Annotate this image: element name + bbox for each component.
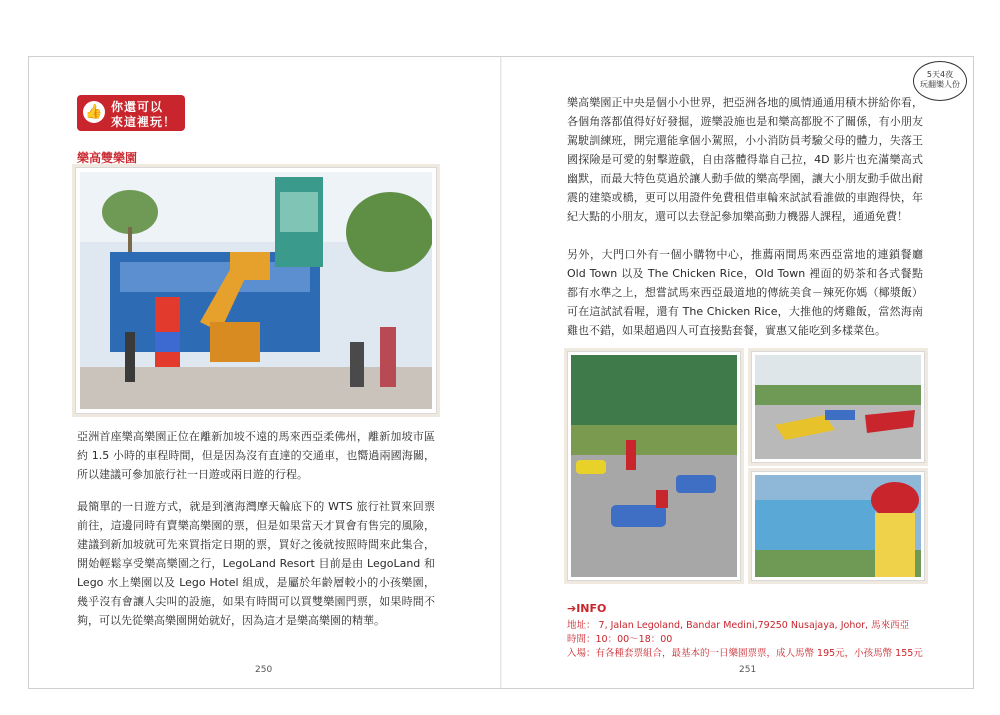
badge-line-1: 你還可以 xyxy=(111,100,164,114)
driving-school-illustration xyxy=(571,355,737,577)
driving-school-photo xyxy=(567,351,741,581)
legoland-entrance-illustration xyxy=(80,172,432,409)
bubble-line-1: 5天4夜 xyxy=(926,70,954,79)
info-heading-label: INFO xyxy=(576,602,607,615)
plane-ride-illustration xyxy=(755,355,921,459)
info-heading: ➔INFO xyxy=(567,602,607,615)
legoland-entrance-photo xyxy=(75,167,437,414)
plane-ride-photo xyxy=(751,351,925,463)
badge-line-2: 來這裡玩！ xyxy=(111,115,177,129)
thumbs-up-icon: 👍 xyxy=(83,101,105,123)
right-paragraph-2: 另外，大門口外有一個小購物中心，推薦兩間馬來西亞當地的連鎖餐廳 Old Town 以及 The Chicken Rice，Old Town 裡面的奶茶和各式餐點都有水準之上，想嘗試馬來西亞最道地的傳統美食－辣死你媽（椰漿飯）可在這試試看喔，還有 The Chicken Rice，大推他的烤雞飯，當然海南雞也不錯，如果超過四人可直接點套餐，實惠又能吃到多樣菜色。 xyxy=(567,248,923,337)
book-spread xyxy=(28,56,974,689)
page-number-right: 251 xyxy=(739,665,757,675)
tip-badge xyxy=(77,95,185,131)
right-paragraph-1: 樂高樂園正中央是個小小世界，把亞洲各地的風情通通用積木拼給你看，各個角落都值得好好發掘，遊樂設施也是和樂高都脫不了關係，有小朋友駕駛訓練班，開完還能拿個小駕照，小小消防員考驗父母的體力，失落王國探險是可愛的射擊遊戲，自由落體得靠自己拉，4D 影片也充滿樂高式幽默，而最大特色莫過於讓人動手做的樂高學園，讓大小朋友動手做出耐震的建築或橋，更可以用證件免費租借車輪來試試看誰做的車跑得快，年紀大點的小朋友，還可以去登記參加樂高動力機器人課程，通通免費！ xyxy=(567,96,923,223)
bubble-line-2: 玩翻樂人份 xyxy=(920,80,960,89)
info-admission: 入場：有各種套票組合，最基本的一日樂園票票，成人馬幣 195元，小孩馬幣 155元 xyxy=(567,648,923,659)
left-paragraph-1: 亞洲首座樂高樂園正位在離新加坡不遠的馬來西亞柔佛州，離新加坡市區約 1.5 小時的車程時間，但是因為沒有直達的交通車，也嚮過兩國海關，所以建議可參加旅行社一日遊或兩日遊的行程。 xyxy=(77,430,435,481)
water-park-photo xyxy=(751,471,925,581)
page-number-left: 250 xyxy=(255,665,273,675)
section-title: 樂高雙樂園 xyxy=(77,151,138,165)
page-gutter xyxy=(500,57,502,688)
info-address: 地址： 7, Jalan Legoland, Bandar Medini,79250 Nusajaya, Johor, 馬來西亞 xyxy=(567,620,910,631)
left-paragraph-2: 最簡單的一日遊方式，就是到濱海灣摩天輪底下的 WTS 旅行社買來回票前往，這邊同時有賣樂高樂園的票，但是如果當天才買會有售完的風險，建議到新加坡就可先來買指定日期的票，買好之後就按照時間來此集合，開始輕鬆享受樂高樂園之行，LegoLand Resort 目前是由 LegoLand 和 Lego 水上樂園以及 Lego Hotel 組成，是屬於年齡層較小的小孩樂園，幾乎沒有會讓人尖叫的設施，如果有時間可以買雙樂園門票，如果時間不夠，可以先從樂高樂園開始就好，因為這才是樂高樂園的精華。 xyxy=(77,500,435,627)
info-hours: 時間：10：00～18：00 xyxy=(567,634,673,645)
water-park-illustration xyxy=(755,475,921,577)
